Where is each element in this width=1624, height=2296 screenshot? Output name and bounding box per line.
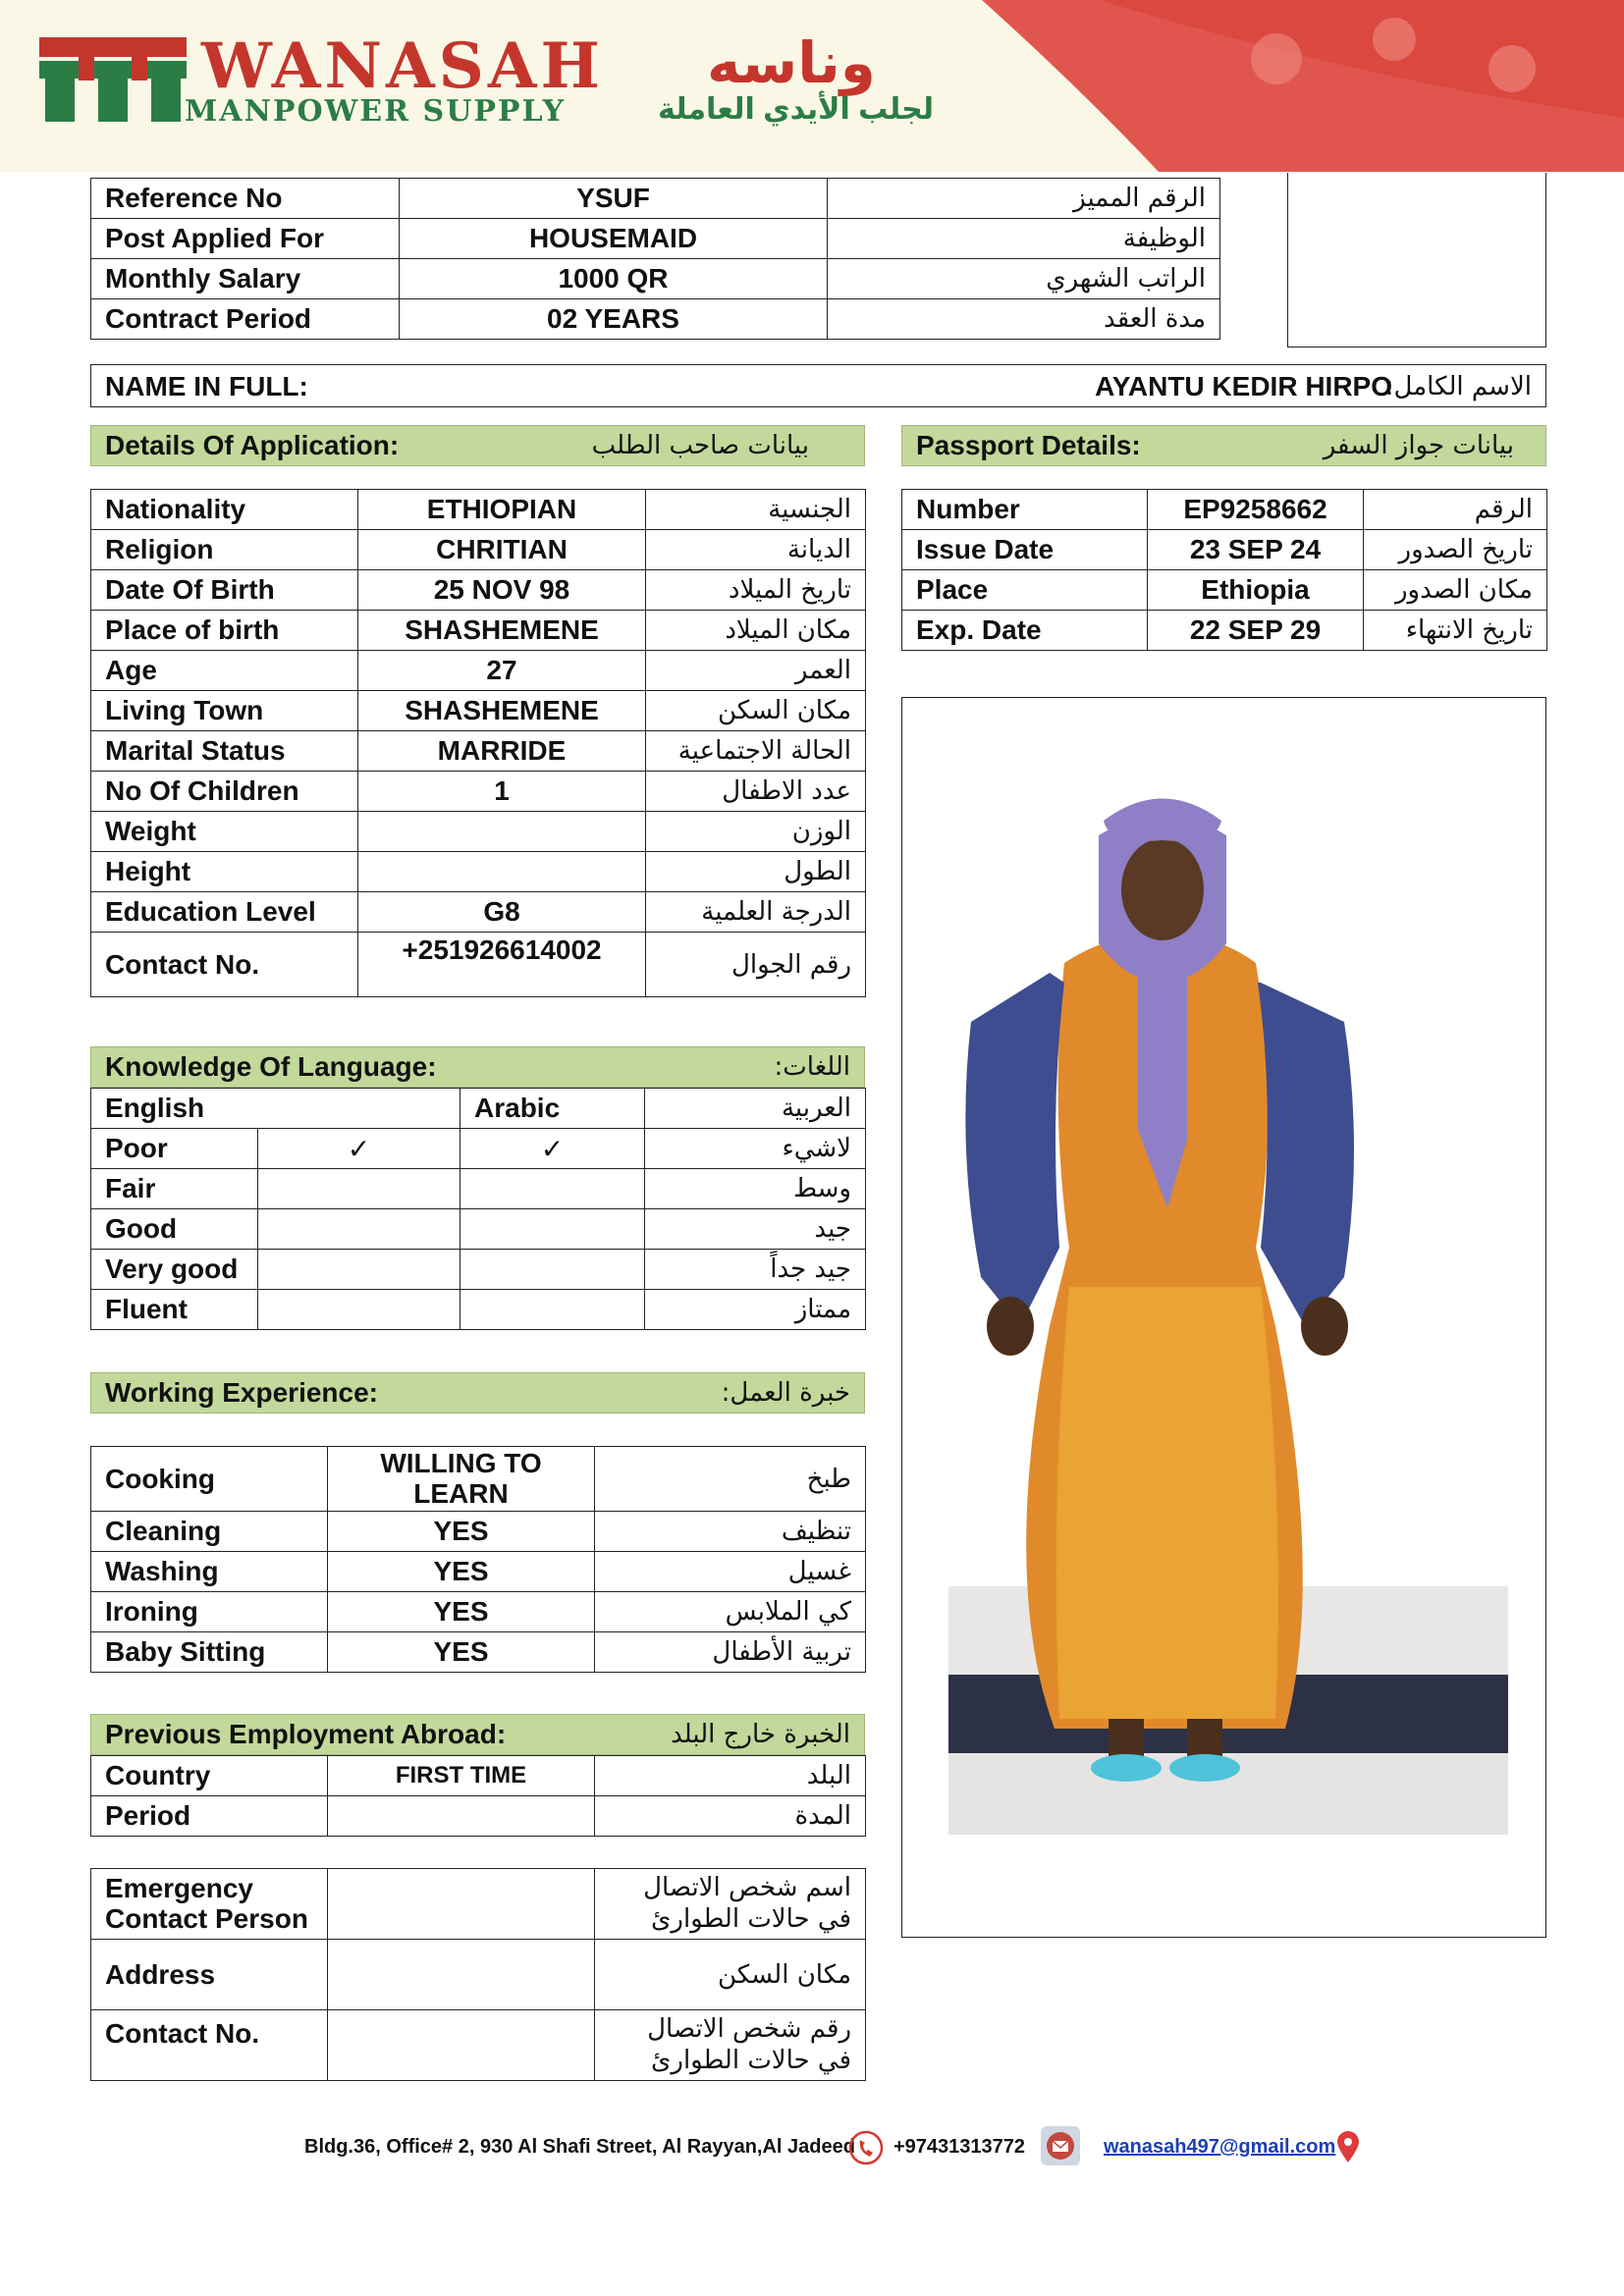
row-value (358, 852, 646, 892)
row-value: 27 (358, 651, 646, 691)
row-label: Baby Sitting (91, 1632, 328, 1673)
table-row (91, 179, 1220, 219)
row-value: WILLING TO LEARN (328, 1447, 595, 1512)
row-value: 02 YEARS (400, 299, 828, 340)
row-label: Religion (91, 530, 358, 570)
table-row (91, 1940, 866, 2010)
table-row (902, 611, 1547, 651)
row-label-arabic: رقم شخص الاتصال في حالات الطوارئ (595, 2010, 866, 2081)
column-header-english: English (91, 1089, 460, 1129)
section-title-arabic: خبرة العمل: (721, 1378, 850, 1408)
full-name-label: NAME IN FULL: (105, 371, 308, 401)
row-value: G8 (358, 892, 646, 933)
row-label-arabic: الراتب الشهري (828, 259, 1220, 299)
english-check (258, 1290, 460, 1330)
row-label: Post Applied For (91, 219, 400, 259)
arabic-check (460, 1250, 645, 1290)
row-label-arabic: ممتاز (645, 1290, 866, 1330)
row-label-arabic: غسيل (595, 1552, 866, 1592)
english-check (258, 1250, 460, 1290)
footer-email-link[interactable]: wanasah497@gmail.com (1104, 2136, 1336, 2158)
section-title: Knowledge Of Language: (105, 1051, 437, 1082)
application-table (90, 489, 866, 997)
row-label: Contact No. (91, 2010, 328, 2081)
table-row (91, 2010, 866, 2081)
row-label: Reference No (91, 179, 400, 219)
row-label: Country (91, 1756, 328, 1796)
letterhead (0, 0, 1624, 172)
table-row (91, 1169, 866, 1209)
row-label-arabic: الرقم (1364, 490, 1547, 530)
row-value: YES (328, 1592, 595, 1632)
email-icon (1039, 2124, 1082, 2167)
table-row (91, 1250, 866, 1290)
row-label-arabic: وسط (645, 1169, 866, 1209)
brand-name: WANASAH (201, 29, 604, 103)
table-row (91, 1512, 866, 1552)
row-label: No Of Children (91, 772, 358, 812)
row-label: Fluent (91, 1290, 258, 1330)
row-label: Number (902, 490, 1148, 530)
section-title-arabic: بيانات صاحب الطلب (591, 431, 809, 460)
row-label: Contract Period (91, 299, 400, 340)
photo-box-small (1287, 173, 1546, 347)
row-value: YSUF (400, 179, 828, 219)
abroad-table (90, 1755, 866, 1837)
table-row (91, 812, 866, 852)
row-label-arabic: جيد (645, 1209, 866, 1250)
row-value (328, 2010, 595, 2081)
table-row (91, 731, 866, 772)
passport-table (901, 489, 1547, 651)
row-label-arabic: الديانة (646, 530, 866, 570)
row-label-arabic: تنظيف (595, 1512, 866, 1552)
row-label: Contact No. (91, 933, 358, 997)
table-row (91, 490, 866, 530)
row-label-arabic: عدد الاطفال (646, 772, 866, 812)
table-row (91, 1756, 866, 1796)
row-label-arabic: مكان الميلاد (646, 611, 866, 651)
row-label: Address (91, 1940, 328, 2010)
row-label: Cleaning (91, 1512, 328, 1552)
row-label-arabic: كي الملابس (595, 1592, 866, 1632)
row-label-arabic: الحالة الاجتماعية (646, 731, 866, 772)
language-table (90, 1088, 866, 1330)
table-row (91, 1129, 866, 1169)
table-row (91, 1632, 866, 1673)
column-header-arabic-ar: العربية (645, 1089, 866, 1129)
section-title: Working Experience: (105, 1377, 379, 1408)
experience-section-header (90, 1372, 865, 1414)
full-name-value: AYANTU KEDIR HIRPO (1095, 371, 1392, 401)
table-row (902, 570, 1547, 611)
wanasah-logo-icon (39, 37, 187, 122)
row-label: Very good (91, 1250, 258, 1290)
row-label-arabic: الدرجة العلمية (646, 892, 866, 933)
row-label: Living Town (91, 691, 358, 731)
table-row (91, 933, 866, 997)
section-title: Previous Employment Abroad: (105, 1719, 507, 1749)
footer-address: Bldg.36, Office# 2, 930 Al Shafi Street, Al Rayyan,Al Jadeed (304, 2136, 855, 2158)
row-label-arabic: الجنسية (646, 490, 866, 530)
table-row (91, 651, 866, 691)
row-label-arabic: الوظيفة (828, 219, 1220, 259)
row-label: Place of birth (91, 611, 358, 651)
abroad-section-header (90, 1714, 865, 1755)
row-label: Height (91, 852, 358, 892)
row-label: Marital Status (91, 731, 358, 772)
job-details-table (90, 178, 1220, 340)
table-row (91, 259, 1220, 299)
row-label: Washing (91, 1552, 328, 1592)
row-label: Fair (91, 1169, 258, 1209)
row-label-arabic: مكان السكن (646, 691, 866, 731)
english-check (258, 1169, 460, 1209)
experience-table (90, 1446, 866, 1673)
table-row (91, 611, 866, 651)
row-label: Poor (91, 1129, 258, 1169)
english-check (258, 1209, 460, 1250)
table-row (91, 892, 866, 933)
row-label: Education Level (91, 892, 358, 933)
table-row (91, 852, 866, 892)
row-label-arabic: مدة العقد (828, 299, 1220, 340)
row-value: YES (328, 1552, 595, 1592)
table-row (91, 1447, 866, 1512)
emergency-table (90, 1868, 866, 2081)
row-value (358, 812, 646, 852)
location-pin-icon (1335, 2130, 1361, 2163)
footer-phone[interactable]: +97431313772 (893, 2136, 1026, 2158)
full-name-row (90, 364, 1546, 407)
row-label: Issue Date (902, 530, 1148, 570)
row-label: Place (902, 570, 1148, 611)
brand-tagline-arabic: لجلب الأيدي العاملة (658, 93, 935, 126)
table-row (91, 299, 1220, 340)
row-label-arabic: طبخ (595, 1447, 866, 1512)
table-row (91, 1592, 866, 1632)
row-label: Period (91, 1796, 328, 1837)
row-label-arabic: تربية الأطفال (595, 1632, 866, 1673)
table-row (91, 219, 1220, 259)
column-header-arabic: Arabic (460, 1089, 645, 1129)
table-row (91, 1796, 866, 1837)
brand-name-arabic: وناسه (707, 29, 876, 96)
applicant-photo-frame (901, 697, 1546, 1938)
row-value: 1000 QR (400, 259, 828, 299)
application-section-header (90, 425, 865, 466)
row-label-arabic: تاريخ الصدور (1364, 530, 1547, 570)
row-value: YES (328, 1632, 595, 1673)
brand-tagline: MANPOWER SUPPLY (185, 94, 567, 129)
row-label: Ironing (91, 1592, 328, 1632)
phone-icon (848, 2130, 884, 2165)
arabic-check: ✓ (460, 1129, 645, 1169)
row-value (328, 1869, 595, 1940)
row-value: 25 NOV 98 (358, 570, 646, 611)
row-label-arabic: مكان الصدور (1364, 570, 1547, 611)
table-row (91, 772, 866, 812)
row-value: CHRITIAN (358, 530, 646, 570)
row-label: Nationality (91, 490, 358, 530)
arabic-check (460, 1169, 645, 1209)
passport-section-header (901, 425, 1546, 466)
row-value: SHASHEMENE (358, 691, 646, 731)
table-row (91, 1869, 866, 1940)
row-value: HOUSEMAID (400, 219, 828, 259)
row-value (328, 1940, 595, 2010)
section-title-arabic: اللغات: (774, 1052, 850, 1082)
language-section-header (90, 1046, 865, 1088)
table-row (902, 530, 1547, 570)
arabic-check (460, 1290, 645, 1330)
full-name-label-arabic: الاسم الكامل: (1384, 372, 1532, 401)
row-label-arabic: مكان السكن (595, 1940, 866, 2010)
row-value (328, 1796, 595, 1837)
row-label: Monthly Salary (91, 259, 400, 299)
row-value: ETHIOPIAN (358, 490, 646, 530)
row-label: Weight (91, 812, 358, 852)
english-check: ✓ (258, 1129, 460, 1169)
section-title-arabic: الخبرة خارج البلد (671, 1720, 850, 1749)
table-row (91, 1290, 866, 1330)
row-label-arabic: تاريخ الميلاد (646, 570, 866, 611)
table-row (91, 530, 866, 570)
section-title: Details Of Application: (105, 430, 400, 460)
table-row (91, 1552, 866, 1592)
row-label: Good (91, 1209, 258, 1250)
row-value: 1 (358, 772, 646, 812)
table-row (91, 691, 866, 731)
footer (0, 2130, 1624, 2169)
section-title: Passport Details: (916, 430, 1141, 460)
row-label: Cooking (91, 1447, 328, 1512)
row-value: EP9258662 (1148, 490, 1364, 530)
row-label: Emergency Contact Person (91, 1869, 328, 1940)
row-value: Ethiopia (1148, 570, 1364, 611)
row-value: 22 SEP 29 (1148, 611, 1364, 651)
table-row (902, 490, 1547, 530)
row-label-arabic: جيد جداً (645, 1250, 866, 1290)
row-label-arabic: اسم شخص الاتصال في حالات الطوارئ (595, 1869, 866, 1940)
row-value: YES (328, 1512, 595, 1552)
row-value: +251926614002 (358, 933, 646, 997)
table-row (91, 570, 866, 611)
row-value: SHASHEMENE (358, 611, 646, 651)
row-value: 23 SEP 24 (1148, 530, 1364, 570)
row-value: MARRIDE (358, 731, 646, 772)
row-label-arabic: تاريخ الانتهاء (1364, 611, 1547, 651)
row-label: Date Of Birth (91, 570, 358, 611)
row-label-arabic: لاشيء (645, 1129, 866, 1169)
row-label-arabic: المدة (595, 1796, 866, 1837)
row-label-arabic: الرقم المميز (828, 179, 1220, 219)
row-value: FIRST TIME (328, 1756, 595, 1796)
row-label-arabic: العمر (646, 651, 866, 691)
table-row (91, 1089, 866, 1129)
table-row (91, 1209, 866, 1250)
arabic-check (460, 1209, 645, 1250)
row-label: Age (91, 651, 358, 691)
row-label-arabic: الوزن (646, 812, 866, 852)
applicant-photo (902, 698, 1543, 1935)
section-title-arabic: بيانات جواز السفر (1323, 431, 1514, 460)
row-label-arabic: البلد (595, 1756, 866, 1796)
row-label-arabic: رقم الجوال (646, 933, 866, 997)
row-label: Exp. Date (902, 611, 1148, 651)
row-label-arabic: الطول (646, 852, 866, 892)
